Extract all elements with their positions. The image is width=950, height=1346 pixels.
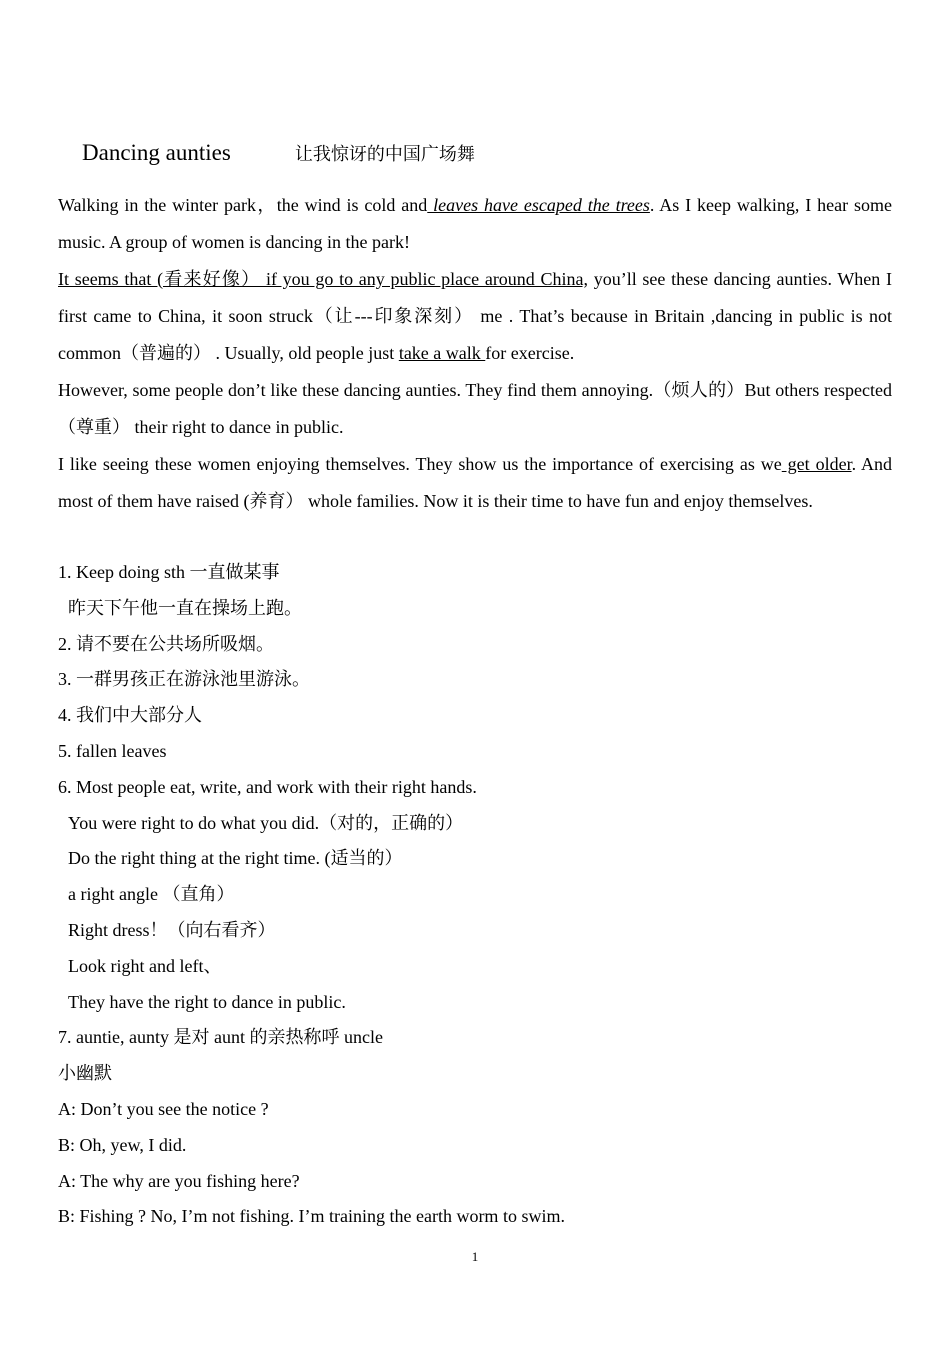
paragraph-4: I like seeing these women enjoying themselves. They show us the importance of exercising as we get older. And most of them have raised (养育） whole families. Now it is their time to have fun and enjoy themselves. — [58, 454, 893, 511]
note-4: 4. 我们中大部分人 — [58, 705, 202, 726]
joke-line: B: Fishing ? No, I’m not fishing. I’m training the earth worm to swim. — [58, 1206, 565, 1227]
joke-heading: 小幽默 — [58, 1063, 112, 1084]
note-6-example-3: a right angle （直角） — [68, 884, 235, 905]
notes-list — [58, 555, 892, 1235]
note-6: 6. Most people eat, write, and work with their right hands. — [58, 776, 477, 797]
underlined-phrase: It seems that (看来好像） if you go to any public place around China, — [58, 269, 589, 289]
note-3: 3. 一群男孩正在游泳池里游泳。 — [58, 669, 310, 690]
paragraph-3: However, some people don’t like these dancing aunties. They find them annoying.（烦人的）But others respected（尊重） their right to dance in public. — [58, 380, 892, 437]
note-6-example-2: Do the right thing at the right time. (适当的） — [68, 848, 403, 869]
passage — [58, 187, 892, 520]
note-5: 5. fallen leaves — [58, 740, 167, 761]
underlined-phrase: get older — [781, 454, 852, 474]
joke-line: B: Oh, yew, I did. — [58, 1134, 187, 1155]
note-6-example-4: Right dress！（向右看齐） — [68, 919, 276, 940]
underlined-phrase: take a walk — [398, 343, 486, 363]
note-1: 1. Keep doing sth 一直做某事 — [58, 562, 280, 582]
paragraph-2: It seems that (看来好像） if you go to any public place around China, you’ll see these dancing aunties. When I first came to China, it soon struck（让---印象深刻） me . That’s because in Britain ,dancing in public is not common（普遍的） . Usually, old people just take a walk for exercise. — [58, 269, 892, 363]
paragraph-1: Walking in the winter park，the wind is cold and leaves have escaped the trees. As I keep walking, I hear some music. A group of women is dancing in the park! — [58, 195, 892, 252]
note-7: 7. auntie, aunty 是对 aunt 的亲热称呼 uncle — [58, 1027, 383, 1048]
joke-line: A: The why are you fishing here? — [58, 1170, 300, 1191]
title-row — [82, 140, 902, 172]
note-6-example-5: Look right and left、 — [68, 955, 222, 976]
note-2: 2. 请不要在公共场所吸烟。 — [58, 633, 274, 654]
page-number: 1 — [471, 1249, 479, 1264]
underlined-phrase: leaves have escaped the trees — [427, 195, 650, 215]
note-1-example: 昨天下午他一直在操场上跑。 — [68, 597, 302, 618]
note-6-example-6: They have the right to dance in public. — [68, 991, 346, 1012]
title-english: Dancing aunties — [82, 140, 231, 165]
title-chinese: 让我惊讶的中国广场舞 — [294, 144, 475, 164]
joke-line: A: Don’t you see the notice ? — [58, 1098, 269, 1119]
note-6-example-1: You were right to do what you did.（对的，正确的） — [68, 812, 464, 833]
